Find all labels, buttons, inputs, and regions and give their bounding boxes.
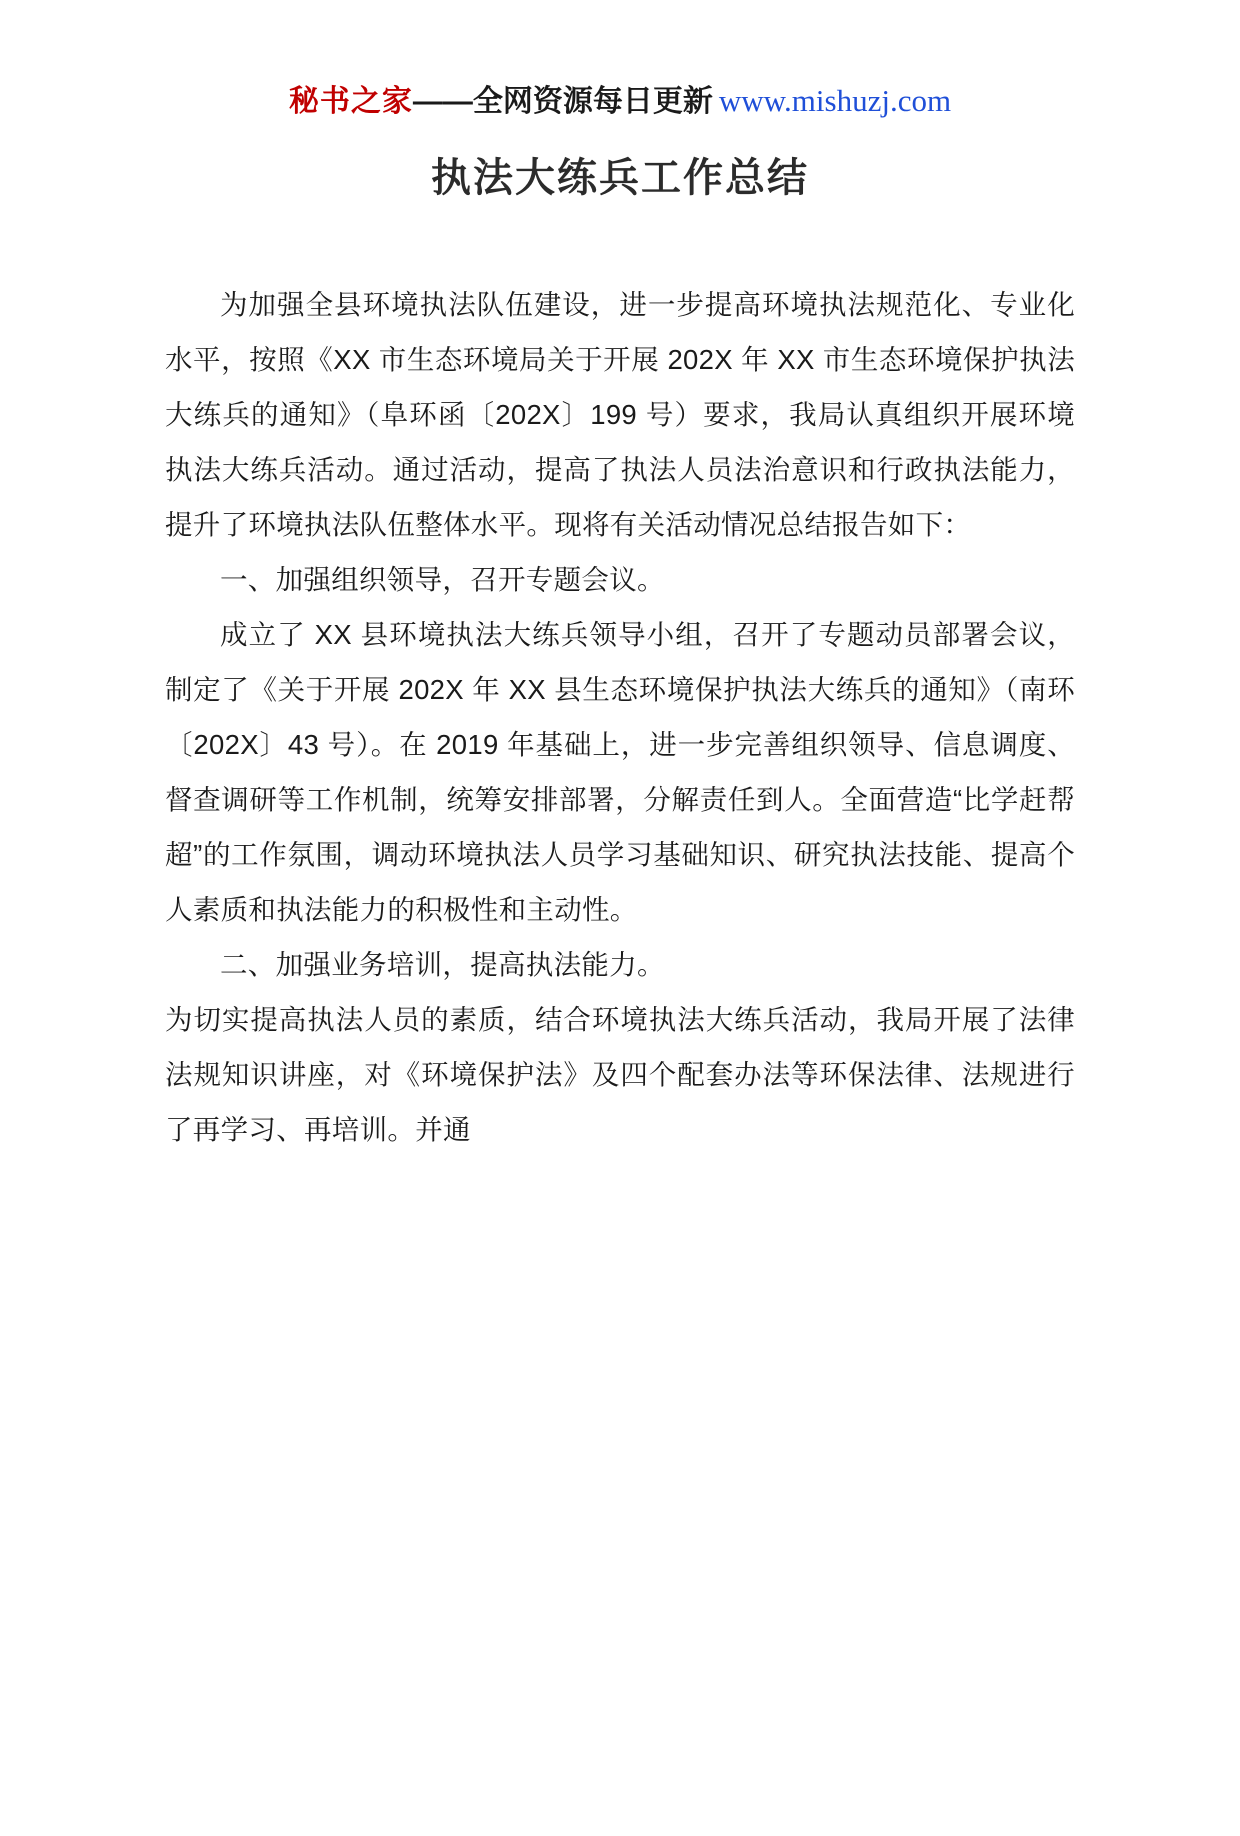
watermark-url: www.mishuzj.com xyxy=(718,83,952,118)
paragraph-4: 二、加强业务培训，提高执法能力。 xyxy=(220,949,665,980)
watermark-tagline: 全网资源每日更新 xyxy=(472,85,713,118)
site-watermark xyxy=(165,82,1075,120)
document-body xyxy=(165,277,1075,1157)
page-title: 执法大练兵工作总结 xyxy=(431,156,809,200)
paragraph-3: 成立了 XX 县环境执法大练兵领导小组，召开了专题动员部署会议，制定了《关于开展 202X 年 XX 县生态环境保护执法大练兵的通知》（南环〔202X〕43 号）。在 2019 年基础上，进一步完善组织领导、信息调度、督查调研等工作机制，统筹安排部署，分解责任到人。全面营造“比学赶帮超”的工作氛围，调动环境执法人员学习基础知识、研究执法技能、提高个人素质和执法能力的积极性和主动性。 xyxy=(165,619,1075,925)
paragraph-1: 为加强全县环境执法队伍建设，进一步提高环境执法规范化、专业化水平，按照《XX 市生态环境局关于开展 202X 年 XX 市生态环境保护执法大练兵的通知》（阜环函〔202X〕199 号）要求，我局认真组织开展环境执法大练兵活动。通过活动，提高了执法人员法治意识和行政执法能力，提升了环境执法队伍整体水平。现将有关活动情况总结报告如下： xyxy=(165,289,1075,540)
document-page xyxy=(0,82,1240,1836)
paragraph-5: 为切实提高执法人员的素质，结合环境执法大练兵活动，我局开展了法律法规知识讲座，对《环境保护法》及四个配套办法等环保法律、法规进行了再学习、再培训。并通 xyxy=(165,1004,1075,1145)
paragraph-2: 一、加强组织领导，召开专题会议。 xyxy=(220,564,665,595)
watermark-brand: 秘书之家 xyxy=(288,85,413,118)
watermark-dash: —— xyxy=(412,85,473,118)
